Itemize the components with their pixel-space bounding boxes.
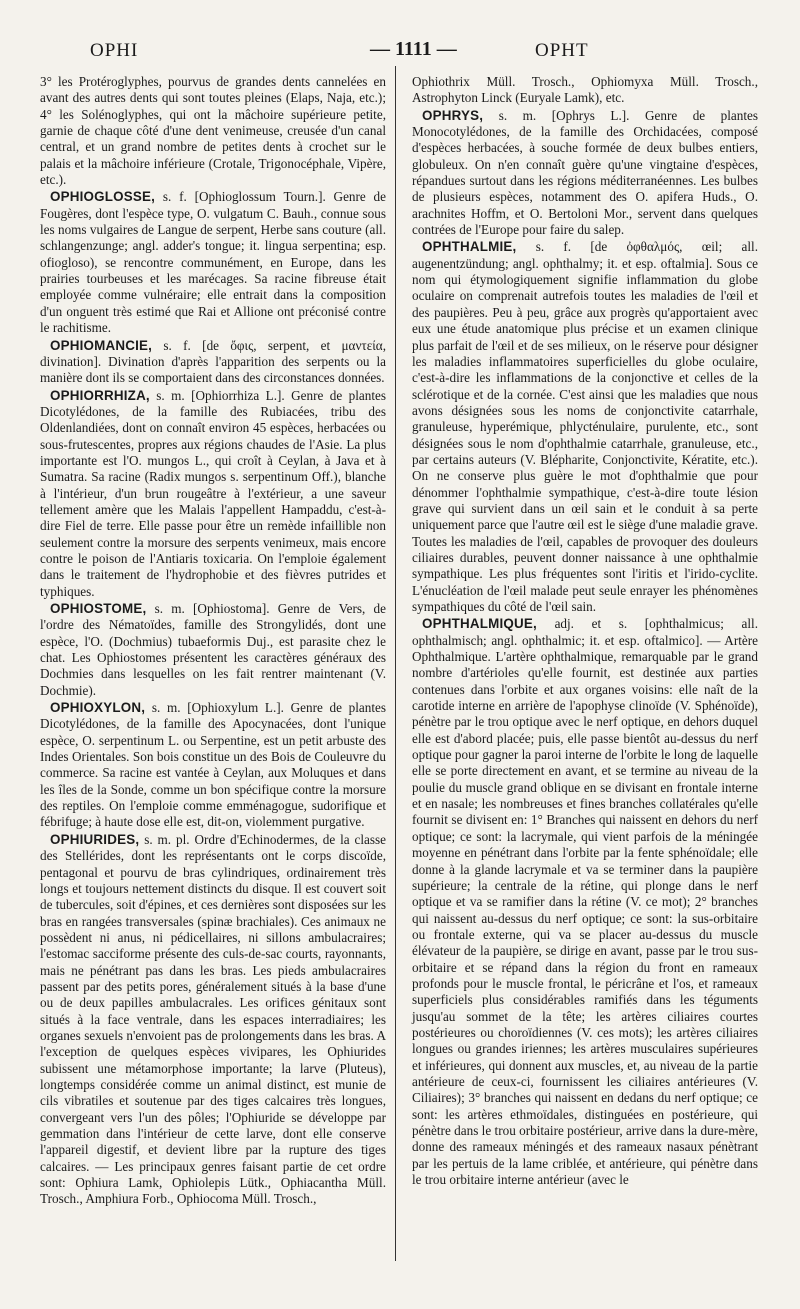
left-column <box>40 74 386 1209</box>
entry <box>40 601 386 699</box>
headword: OPHTHALMIE, <box>422 239 517 255</box>
right-column <box>412 74 758 1189</box>
running-header <box>80 38 760 66</box>
entry <box>412 616 758 1188</box>
headword: OPHIURIDES, <box>50 831 140 847</box>
entry <box>412 74 758 107</box>
header-right-guideword: OPHT <box>535 40 589 61</box>
entry-text: s. m. [Ophiostoma]. Genre de Vers, de l'ordre des Nématoïdes, famille des Strongylidés, dont une espèce, l'O. (Dochmius) tubaeformis Duj., est parasite chez le chat. Les Ophiostomes présentent les caractères généraux des Dochmies dans lesquelles on les fait rentrer maintenant (V. Dochmie). <box>40 601 386 698</box>
entry <box>40 700 386 831</box>
headword: OPHIOXYLON, <box>50 700 146 716</box>
entry <box>40 832 386 1208</box>
entry-text: 3° les Protéroglyphes, pourvus de grandes dents cannelées en avant des autres dents qui sont toutes pleines (Elaps, Naja, etc.); 4° les Solénoglyphes, qui ont la mâchoire supérieure petite, garnie de chaque côté d'une dent venimeuse, creusée d'un canal central, et un grand nombre de petites dents à crochet sur le palais et la mâchoire inférieure (Crotale, Trigonocéphale, Vipère, etc.). <box>40 74 386 188</box>
headword: OPHIOSTOME, <box>50 601 147 616</box>
headword: OPHIORRHIZA, <box>50 387 150 403</box>
entry <box>412 239 758 615</box>
entry-text: s. f. [Ophioglossum Tourn.]. Genre de Fougères, dont l'espèce type, O. vulgatum C. Bauh., connue sous les noms vulgaires de Langue de serpent, Herbe sans couture (all. schlangenzunge; angl. adder's tongue; it. lingua serpentina; esp. ofioglosо), se rencontre communément, en Europe, dans les prairies tourbeuses et les marécages. Sa racine fibreuse était employée comme vulnéraire; elle entrait dans la composition d'un onguent très estimé que Rai et Allione ont préconisé contre le rachitisme. <box>40 189 386 336</box>
entry <box>40 338 386 387</box>
entry <box>40 74 386 188</box>
entry-text: s. m. [Ophrys L.]. Genre de plantes Monocotylédones, de la famille des Orchidacées, composé d'espèces herbacées, à souche formée de deux bulbes entiers, globuleux. On n'en connaît guère qu'une vingtaine d'espèces, répandues surtout dans les régions méditerranéennes. Les bulbes de plusieurs espèces, notamment des O. apifera Huds., O. arachnites Hoffm, et O. Bertoloni Mor., servent dans quelques contrées de l'Europe pour faire du salep. <box>412 107 759 238</box>
entry-text: s. f. [de ὄφις, serpent, et μαντεία, divination]. Divination d'après l'apparition des serpents ou la manière dont ils se comportaient dans des circonstances données. <box>40 337 386 386</box>
entry-text: s. m. [Ophioxylum L.]. Genre de plantes Dicotylédones, de la famille des Apocynacées, dont l'unique espèce, O. serpentinum L. ou Serpentine, est un petit arbuste des Indes Orientales. Son bois constitue un des Bois de Couleuvre du commerce. Sa racine est vantée à Ceylan, aux Moluques et dans les îles de la Sonde, comme un bon spécifique contre la morsure des reptiles. On l'emploie comme emménagogue, sudorifique et fébrifuge; à haute dose elle est, dit-on, violemment purgative. <box>40 700 386 830</box>
entry-text: s. m. pl. Ordre d'Echinodermes, de la classe des Stellérides, dont les représentants ont le corps discoïde, pentagonal et pourvu de bras cylindriques, ordinairement très longs et toujours nettement distincts du disque. Il est couvert soit de tubercules, soit d'épines, et ces dernières sont disposées sur les bras en rangées transversales (spinæ brachiales). Ces animaux ne possèdent ni anus, ni pédicellaires, ni sillons ambulacraires; l'estomac sacciforme présente des culs-de-sac courts, rayonnants, mais ne pénétrant pas dans les bras. Les pieds ambulacraires passent par des petits pores, généralement situés à la base d'une ou de deux papilles ambulacrales. Les orifices génitaux sont situés à la face ventrale, dans les espaces interradiaires; les organes sexuels n'envoient pas de prolongements dans les bras. A l'exception de quelques espèces vivipares, les Ophiurides subissent une métamorphose importante; la larve (Pluteus), longtemps considérée comme un animal distinct, est munie de cils vibratiles et soutenue par des tiges calcaires très longues, convergeant vers l'un des pôles; l'Ophiuride se développe par gemmation dans l'intérieur de cette larve, dont elle conserve l'appareil digestif, et devient libre par la rupture des tiges calcaires. — Les principaux genres faisant partie de cet ordre sont: Ophiura Lamk, Ophiolepis Lütk., Ophiacantha Müll. Trosch., Amphiura Forb., Ophiocoma Müll. Trosch., <box>40 831 387 1207</box>
headword: OPHTHALMIQUE, <box>422 616 537 632</box>
entry-text: s. m. [Ophiorrhiza L.]. Genre de plantes Dicotylédones, de la famille des Rubiacées, tribu des Oldenlandiées, dont on connaît environ 45 espèces, herbacées ou sous-frutescentes, propres aux régions chaudes de l'Asie. La plus importante est l'O. mungos L., qui croît à Ceylan, à Java et à Sumatra. Sa racine (Radix mungos s. serpentinum Off.), blanche à l'intérieur, d'un brun rougeâtre à l'extérieur, a une saveur tellement amère que les Malais l'appellent Hampaddu, c'est-à-dire Fiel de terre. Elle passe pour être un remède infaillible non seulement contre la morsure des serpents venimeux, mais encore contre le poison de l'Antiaris toxicaria. On l'emploie également dans le traitement de l'hydrophobie et des fièvres putrides et typhiques. <box>40 387 387 599</box>
headword: OPHIOMANCIE, <box>50 337 153 353</box>
entry-text: Ophiothrix Müll. Trosch., Ophiomyxa Müll. Trosch., Astrophyton Linck (Euryale Lamk), etc. <box>412 74 758 106</box>
column-divider <box>395 66 396 1261</box>
headword: OPHIOGLOSSE, <box>50 189 156 205</box>
header-left-guideword: OPHI <box>90 40 139 61</box>
entry <box>412 108 758 239</box>
entry-text: adj. et s. [ophthalmicus; all. ophthalmisch; angl. ophthalmic; it. et esp. oftalmico]. — Artère Ophthalmique. L'artère ophthalmique, remarquable par le grand nombre d'artérioles qu'elle fournit, est destinée aux parties contenues dans l'orbite et aux organes voisins: elle naît de la carotide interne en arrière de l'apophyse clinoïde (V. Sphénoïde), pénètre par le trou optique avec le nerf optique, en dehors duquel elle est d'abord placée; puis, elle passe bientôt au-dessus du nerf optique pour gagner la paroi interne de l'orbite le long de laquelle elle se porte directement en avant, et se termine au niveau de la poulie du muscle grand oblique en se divisant en frontale interne et en nasale; les nombreuses et fines branches collatérales qu'elle fournit se divisent en: 1° Branches qui naissent en dehors du nerf optique; ce sont: la lacrymale, qui vient parfois de la méningée moyenne en pénétrant dans l'orbite par la fente sphénoïdale; elle donne à la glande lacrymale et va se terminer dans la paupière supérieure; la centrale de la rétine, qui plonge dans le nerf optique et va se ramifier dans la rétine (V. ce mot); 2° branches qui naissent au-dessus du nerf optique; ce sont: la sus-orbitaire ou frontale externe, qui va se placer au-dessus du muscle élévateur de la paupière, se dirige en avant, passe par le trou sus-orbitaire et se répand dans la région du front en rameaux profonds pour le muscle frontal, le péricrâne et l'os, et rameaux superficiels plus considérables ramifiés dans les téguments jusqu'au sommet de la tête; les artères ciliaires courtes postérieures ou choroïdiennes (V. ces mots); les artères ciliaires longues ou grandes iriennes; les artères musculaires supérieures et inférieures, qui donnent aux muscles, et, au niveau de la partie antérieure de ceux-ci, fournissent les ciliaires antérieures (V. Ciliaires); 3° branches qui naissent en dedans du nerf optique; ce sont: les artères ethmoïdales, distinguées en postérieure, qui pénètre dans le trou orbitaire postérieur, arrive dans la dure-mère, donne des rameaux méningés et des rameaux nasaux pénètrant par les pertuis de la lame criblée, et antérieure, qui pénètre dans le trou orbitaire interne antérieur (avec le <box>412 616 758 1188</box>
headword: OPHRYS, <box>422 107 484 123</box>
entry <box>40 388 386 600</box>
entry-text: s. f. [de ὀφθαλμός, œil; all. augenentzündung; angl. ophthalmy; it. et esp. oftalmia]. Sous ce nom qui étymologiquement signifie inflammation du globe oculaire on comprenait autrefois toutes les maladies de l'œil et des paupières. Peu à peu, grâce aux progrès qu'apportaient avec eux une étude anatomique plus précise et un examen clinique plus parfait de l'œil et de ses milieux, on le réserve pour désigner les maladies inflammatoires superficielles du globe oculaire, c'est-à-dire les inflammations de la conjonctive et celles de la sclérotique et de la cornée. C'est ainsi que les maladies que nous avons désignées sous les noms de conjonctivite catarrhale, granuleuse, hyperémique, phlycténulaire, purulente, etc., sont désignées sous le nom d'ophthalmie catarrhale, granuleuse, etc., par certains auteurs (V. Blépharite, Conjonctivite, Kératite, etc.). On ne conserve plus guère le mot d'ophthalmie que pour dénommer l'ophthalmie sympathique, c'est-à-dire toute lésion grave qui survient dans un œil sain et le conduit à sa perte uniquement parce que l'autre œil est le siège d'une maladie grave. Toutes les maladies de l'œil, capables de provoquer des douleurs ciliaires durables, peuvent donner naissance à une ophthalmie sympathique. Les plus fréquentes sont l'iritis et l'irido-cyclite. L'énucléation de l'œil malade peut seule enrayer les phénomènes sympathiques du côté de l'œil sain. <box>412 239 758 614</box>
entry <box>40 189 386 336</box>
page-number: — 1111 — <box>370 38 457 60</box>
